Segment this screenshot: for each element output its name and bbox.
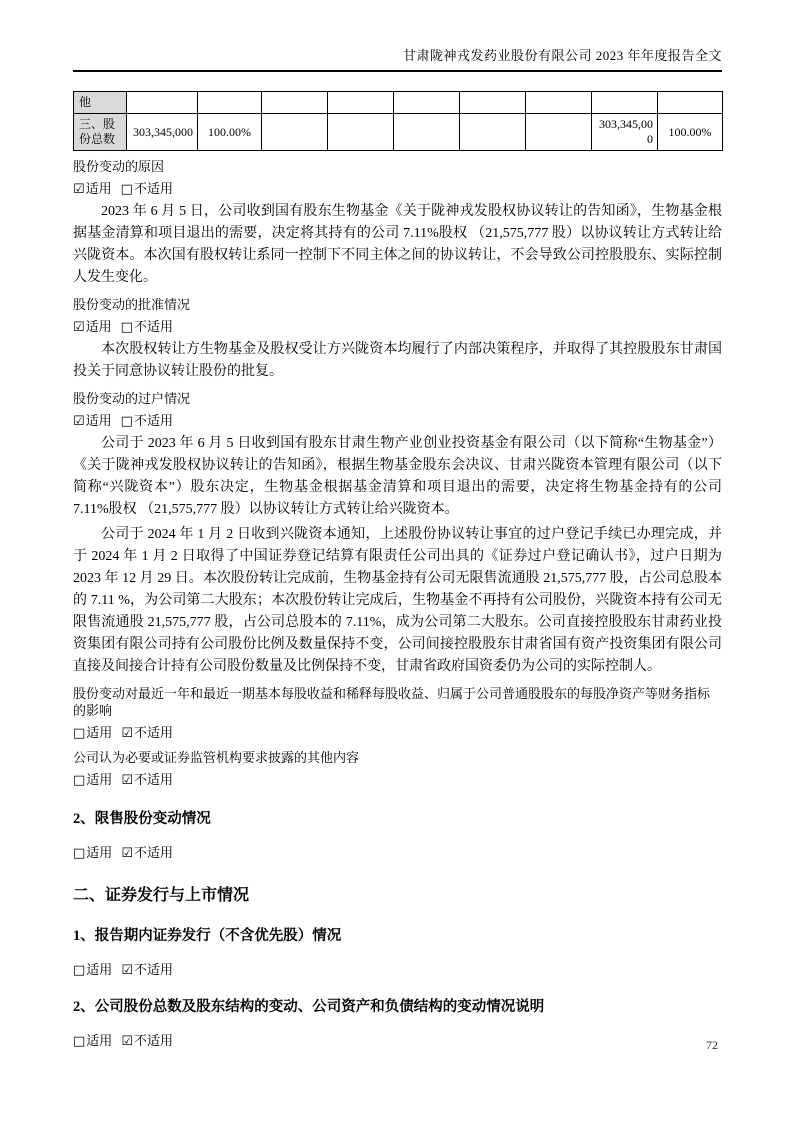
applicable-label: 适用 bbox=[86, 1033, 113, 1048]
heading-securities-issuance: 二、证券发行与上市情况 bbox=[73, 887, 250, 904]
applicable-label: 适用 bbox=[85, 181, 112, 196]
table-cell-total-pct-after: 100.00% bbox=[658, 114, 723, 151]
table-row bbox=[74, 114, 723, 151]
table-cell bbox=[328, 114, 394, 151]
paragraph-transfer-1: 公司于 2023 年 6 月 5 日收到国有股东甘肃生物产业创业投资基金有限公司（以下简称“生物基金”）《关于陇神戎发股权协议转让的告知函》，根据生物基金股东会决议、甘肃兴陇资本管理有限公司（以下简称“兴陇资本”）股东决定，生物基金根据基金清算和项目退出的需要，决定将生物基金持有的公司 7.11%股权 （21,575,777 股）以协议转让方式转让给兴陇资本。 bbox=[73, 436, 722, 517]
table-cell bbox=[262, 92, 328, 114]
heading-issuance-in-period: 1、报告期内证券发行（不含优先股）情况 bbox=[73, 928, 342, 944]
checkbox-checked-icon: ☑ bbox=[121, 846, 133, 861]
checkbox-checked-icon: ☑ bbox=[73, 182, 85, 197]
heading-share-structure-change: 2、公司股份总数及股东结构的变动、公司资产和负债结构的变动情况说明 bbox=[73, 999, 545, 1015]
table-cell bbox=[658, 92, 723, 114]
applicability-row bbox=[73, 844, 722, 862]
applicable-label: 适用 bbox=[86, 845, 113, 860]
checkbox-checked-icon: ☑ bbox=[121, 773, 133, 788]
checkbox-unchecked-icon: □ bbox=[73, 726, 86, 741]
section-label-change-reason: 股份变动的原因 bbox=[73, 159, 165, 174]
table-cell bbox=[460, 114, 526, 151]
table-cell bbox=[262, 114, 328, 151]
not-applicable-label: 不适用 bbox=[133, 962, 173, 977]
checkbox-checked-icon: ☑ bbox=[73, 414, 85, 429]
applicability-row bbox=[73, 180, 722, 198]
paragraph-transfer-2: 公司于 2024 年 1 月 2 日收到兴陇资本通知，上述股份协议转让事宜的过户登记手续已办理完成，并于 2024 年 1 月 2 日取得了中国证券登记结算有限责任公司出具的《证券过户登记确认书》，过户日期为 2023 年 12 月 29 日。本次股份转让完成前，生物基金持有公司无限售流通股 21,575,777 股，占公司总股本的 7.11 %，为公司第二大股东；本次股份转让完成后，生物基金不再持有公司股份，兴陇资本持有公司无限售流通股 21,575,777 股，占公司总股本的 7.11%，成为公司第二大股东。公司直接控股股东甘肃药业投资集团有限公司持有公司股份比例及数量保持不变，公司间接控股股东甘肃省国有资产投资集团有限公司直接及间接合计持有公司股份数量及比例保持不变，甘肃省政府国资委仍为公司的实际控制人。 bbox=[73, 527, 722, 674]
not-applicable-label: 不适用 bbox=[133, 319, 173, 334]
table-row-label: 他 bbox=[74, 92, 127, 114]
applicability-row bbox=[73, 961, 722, 979]
not-applicable-label: 不适用 bbox=[133, 772, 173, 787]
checkbox-checked-icon: ☑ bbox=[121, 1034, 133, 1049]
not-applicable-label: 不适用 bbox=[133, 725, 173, 740]
table-cell bbox=[328, 92, 394, 114]
applicable-label: 适用 bbox=[85, 413, 112, 428]
applicable-label: 适用 bbox=[86, 962, 113, 977]
applicability-row bbox=[73, 1032, 722, 1050]
applicability-row bbox=[73, 318, 722, 336]
applicable-label: 适用 bbox=[86, 772, 113, 787]
table-cell bbox=[526, 92, 592, 114]
header-rule bbox=[73, 70, 722, 72]
checkbox-unchecked-icon: □ bbox=[120, 414, 133, 429]
not-applicable-label: 不适用 bbox=[133, 1033, 173, 1048]
table-cell bbox=[460, 92, 526, 114]
checkbox-unchecked-icon: □ bbox=[73, 773, 86, 788]
applicability-row bbox=[73, 771, 722, 789]
applicable-label: 适用 bbox=[85, 319, 112, 334]
table-cell bbox=[526, 114, 592, 151]
not-applicable-label: 不适用 bbox=[133, 181, 173, 196]
checkbox-unchecked-icon: □ bbox=[73, 963, 86, 978]
applicability-row bbox=[73, 724, 722, 742]
section-label-eps-impact: 股份变动对最近一年和最近一期基本每股收益和稀释每股收益、归属于公司普通股股东的每股净资产等财务指标的影响 bbox=[73, 686, 711, 718]
table-cell-total-shares-after: 303,345,000 bbox=[592, 114, 658, 151]
not-applicable-label: 不适用 bbox=[133, 413, 173, 428]
checkbox-unchecked-icon: □ bbox=[120, 320, 133, 335]
paragraph-change-reason: 2023 年 6 月 5 日，公司收到国有股东生物基金《关于陇神戎发股权协议转让的告知函》，生物基金根据基金清算和项目退出的需要，决定将其持有的公司 7.11%股权 （21,575,777 股）以协议转让方式转让给兴陇资本。本次国有股权转让系同一控制下不同主体之间的协议转让，不会导致公司控股股东、实际控制人发生变化。 bbox=[73, 204, 722, 285]
table-cell bbox=[394, 92, 460, 114]
checkbox-checked-icon: ☑ bbox=[121, 963, 133, 978]
checkbox-checked-icon: ☑ bbox=[73, 320, 85, 335]
page-number: 72 bbox=[706, 1038, 718, 1052]
share-structure-table bbox=[73, 91, 723, 151]
applicability-row bbox=[73, 412, 722, 430]
not-applicable-label: 不适用 bbox=[133, 845, 173, 860]
table-cell-total-pct: 100.00% bbox=[198, 114, 262, 151]
section-label-other-disclosure: 公司认为必要或证券监管机构要求披露的其他内容 bbox=[73, 750, 360, 765]
checkbox-unchecked-icon: □ bbox=[73, 1034, 86, 1049]
heading-restricted-shares: 2、限售股份变动情况 bbox=[73, 811, 211, 827]
table-cell-total-shares: 303,345,000 bbox=[127, 114, 198, 151]
table-cell bbox=[394, 114, 460, 151]
checkbox-unchecked-icon: □ bbox=[73, 846, 86, 861]
table-cell bbox=[592, 92, 658, 114]
applicable-label: 适用 bbox=[86, 725, 113, 740]
section-label-approval: 股份变动的批准情况 bbox=[73, 297, 191, 312]
table-row-label: 三、股份总数 bbox=[74, 114, 127, 151]
table-row bbox=[74, 92, 723, 114]
checkbox-unchecked-icon: □ bbox=[120, 182, 133, 197]
table-cell bbox=[127, 92, 198, 114]
checkbox-checked-icon: ☑ bbox=[121, 726, 133, 741]
section-label-transfer: 股份变动的过户情况 bbox=[73, 391, 191, 406]
table-cell bbox=[198, 92, 262, 114]
paragraph-approval: 本次股权转让方生物基金及股权受让方兴陇资本均履行了内部决策程序，并取得了其控股股东甘肃国投关于同意协议转让股份的批复。 bbox=[73, 342, 722, 379]
page-header-title: 甘肃陇神戎发药业股份有限公司 2023 年年度报告全文 bbox=[402, 48, 722, 63]
